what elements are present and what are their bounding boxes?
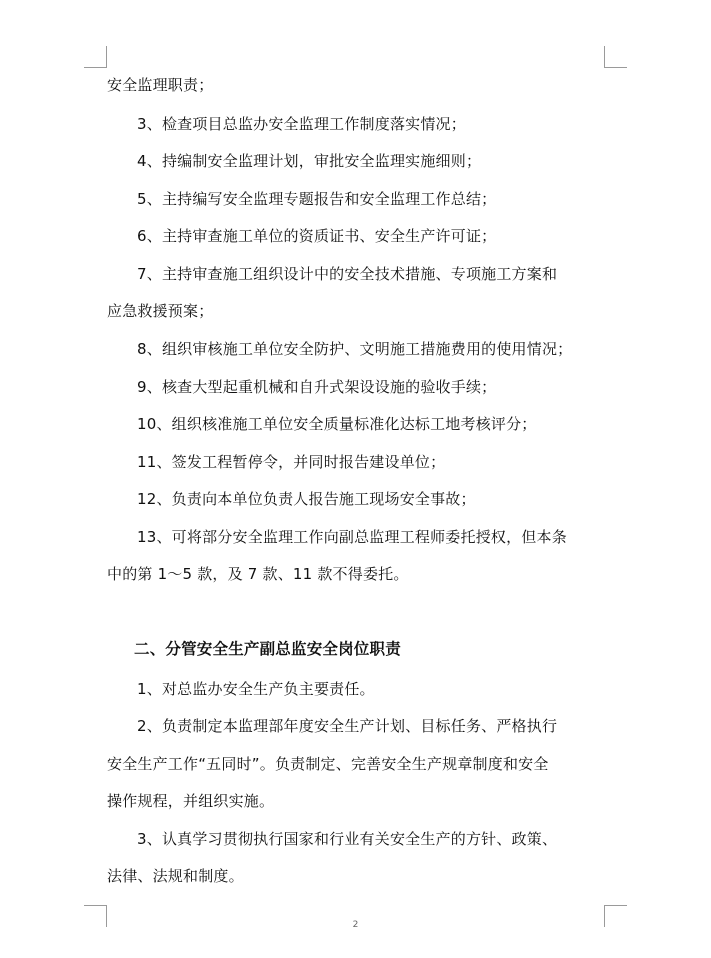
crop-mark-bottom-left-horizontal xyxy=(84,905,107,906)
text-line: 操作规程，并组织实施。 xyxy=(107,792,275,810)
text-line: 10、组织核准施工单位安全质量标准化达标工地考核评分； xyxy=(137,415,537,433)
crop-mark-top-left-horizontal xyxy=(84,67,107,68)
text-line: 3、认真学习贯彻执行国家和行业有关安全生产的方针、政策、 xyxy=(137,830,558,848)
text-line: 12、负责向本单位负责人报告施工现场安全事故； xyxy=(137,490,476,508)
section-heading: 二、分管安全生产副总监安全岗位职责 xyxy=(134,640,401,658)
text-line: 9、核查大型起重机械和自升式架设设施的验收手续； xyxy=(137,378,497,396)
text-line: 1、对总监办安全生产负主要责任。 xyxy=(137,680,375,698)
text-line: 4、持编制安全监理计划，审批安全监理实施细则； xyxy=(137,152,482,170)
text-line: 3、检查项目总监办安全监理工作制度落实情况； xyxy=(137,115,466,133)
text-line: 中的第 1～5 款，及 7 款、11 款不得委托。 xyxy=(107,565,409,583)
text-line: 7、主持审查施工组织设计中的安全技术措施、专项施工方案和 xyxy=(137,265,558,283)
text-line: 应急救援预案； xyxy=(107,302,214,320)
text-line: 法律、法规和制度。 xyxy=(107,867,244,885)
crop-mark-top-right-horizontal xyxy=(604,67,627,68)
text-line: 5、主持编写安全监理专题报告和安全监理工作总结； xyxy=(137,190,497,208)
text-line: 11、签发工程暂停令，并同时报告建设单位； xyxy=(137,453,446,471)
text-line: 安全监理职责； xyxy=(107,76,214,94)
crop-mark-top-right-vertical xyxy=(604,46,605,68)
crop-mark-top-left-vertical xyxy=(106,46,107,68)
crop-mark-bottom-right-horizontal xyxy=(604,905,627,906)
text-line: 13、可将部分安全监理工作向副总监理工程师委托授权，但本条 xyxy=(137,528,567,546)
text-line: 8、组织审核施工单位安全防护、文明施工措施费用的使用情况； xyxy=(137,340,573,358)
text-line: 安全生产工作“五同时”。负责制定、完善安全生产规章制度和安全 xyxy=(107,755,549,773)
text-line: 6、主持审查施工单位的资质证书、安全生产许可证； xyxy=(137,227,497,245)
text-line: 2、负责制定本监理部年度安全生产计划、目标任务、严格执行 xyxy=(137,717,558,735)
page-number: 2 xyxy=(352,920,359,930)
